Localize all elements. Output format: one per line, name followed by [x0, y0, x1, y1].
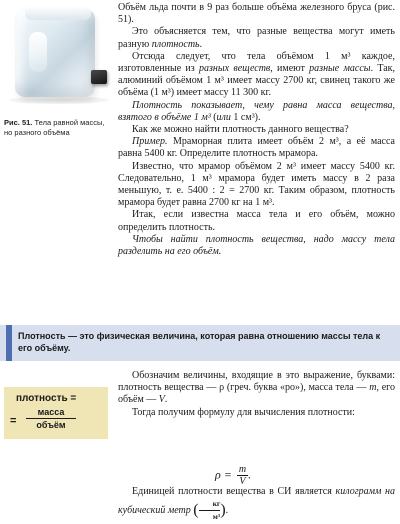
p4-paren: ( — [210, 111, 217, 123]
figure-caption — [4, 118, 112, 137]
unit-paren-open: ( — [193, 501, 199, 519]
paragraph-9: Чтобы найти плотность вещества, надо массу тела разделить на его объём. — [118, 233, 395, 258]
term-different-substances: разных веществ — [199, 63, 271, 75]
notation-text-b: , его объём — — [118, 382, 395, 406]
paragraph-5: Как же можно найти плотность данного вещества? — [132, 124, 349, 136]
word-formula-box — [4, 387, 108, 439]
paragraph-3 — [118, 51, 395, 100]
unit-tail: . — [225, 505, 229, 517]
paragraph-6 — [118, 136, 395, 160]
symbol-m: m — [369, 382, 377, 394]
example-label: Пример. — [132, 136, 168, 148]
unit-name: килограмм на кубический метр — [118, 486, 396, 517]
definition-accent-bar — [6, 325, 12, 361]
word-formula-label: плотность = — [16, 393, 77, 404]
ice-block-top — [25, 6, 91, 20]
formula-numerator: m — [238, 464, 247, 475]
term-different-masses: разные массы — [309, 63, 371, 75]
paragraph-notation — [118, 370, 395, 407]
word-formula-equals: = — [10, 415, 17, 427]
definition-box — [0, 325, 400, 361]
formula-tail: . — [248, 467, 252, 482]
density-formula — [215, 464, 251, 487]
paragraph-2 — [118, 26, 395, 50]
paragraph-7: Известно, что мрамор объёмом 2 м³ имеет массу 5400 кг. Следовательно, 1 м³ мрамора будет иметь массу в 2 раза меньшую, т. е. 5400 : 2 = 2700 кг. Таким образом, плотность мрамора будет равна 2700 кг на 1 м³. — [118, 160, 395, 209]
word-formula-fraction — [26, 407, 76, 430]
unit-paren-close: ) — [220, 501, 226, 519]
density-meaning: Плотность показывает, чему равна масса вещества, взятого в объёме 1 м³ — [118, 99, 395, 123]
formula-lhs: ρ = — [215, 467, 232, 482]
p3-text-e: . Так, алюминий объёмом 1 м³ имеет массу 2700 кг, свинец такого же объёма (1 м³) имеет массу 11 300 кг. — [118, 63, 396, 99]
figure-shadow — [9, 96, 109, 104]
formula-denominator: V — [239, 476, 246, 487]
symbol-v: V — [158, 394, 165, 406]
p3-text-c: , имеют — [270, 63, 310, 75]
si-unit-text — [118, 486, 395, 524]
paragraph-formula-intro: Тогда получим формулу для вычисления плотности: — [132, 406, 355, 418]
notation-text-c: . — [164, 394, 168, 406]
p3-text-a: Отсюда следует, что тела объёмом 1 м³ каждое, изготовленные из — [118, 50, 395, 75]
ice-block-image — [15, 9, 95, 97]
main-text-column — [118, 2, 395, 258]
paragraph-8: Итак, если известна масса тела и его объём, можно определить плотность. — [118, 209, 395, 233]
figure-ice-and-lead — [5, 4, 111, 108]
term-density: плотность — [151, 38, 200, 50]
unit-numerator: кг — [199, 498, 221, 511]
iron-bar-image — [91, 70, 107, 84]
example-text: Мраморная плита имеет объём 2 м³, а её масса равна 5400 кг. Определите плотность мрамора. — [118, 136, 395, 160]
ice-glare — [29, 32, 47, 72]
word-formula-numerator: масса — [26, 407, 76, 419]
unit-denominator: м³ — [212, 512, 221, 522]
notation-text-a: Обозначим величины, входящие в это выражение, буквами: плотность вещества — ρ (греч. буква «ро»), масса тела — — [118, 370, 395, 394]
caption-label: Рис. 51. — [4, 118, 33, 127]
unit-text-a: Единицей плотности вещества в СИ является — [132, 486, 336, 497]
paragraph-4 — [118, 100, 395, 124]
p2-end: . — [199, 38, 203, 50]
caption-text: Тела равной массы, но разного объёма — [4, 118, 105, 137]
p4-or: или — [216, 111, 231, 123]
si-unit-paragraph — [118, 486, 395, 524]
notation-text — [118, 370, 395, 419]
definition-text: Плотность — это физическая величина, которая равна отношению массы тела к его объёму. — [18, 331, 381, 353]
word-formula-denominator: объём — [36, 420, 66, 430]
p4-end: 1 см³). — [230, 111, 261, 123]
paragraph-1: Объём льда почти в 9 раз больше объёма железного бруса (рис. 51). — [118, 2, 395, 26]
unit-fraction — [199, 498, 221, 523]
p2-text: Это объясняется тем, что разные вещества могут иметь разную — [118, 26, 395, 50]
formula-fraction — [237, 464, 248, 487]
